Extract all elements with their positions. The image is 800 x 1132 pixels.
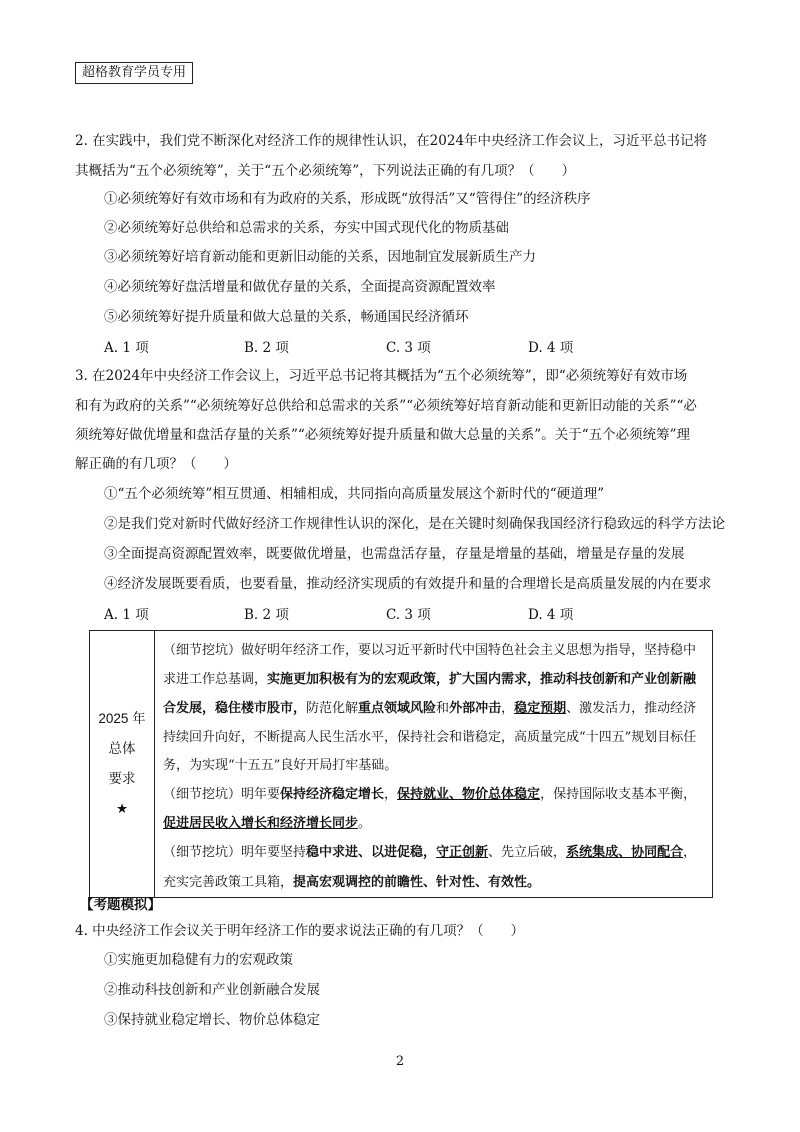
q2-option-a: A. 1 项	[104, 340, 149, 356]
q3-item-1: ①“五个必须统筹”相互贯通、相辅相成，共同指向高质量发展这个新时代的“硬道理”	[104, 486, 605, 502]
q2-option-d: D. 4 项	[528, 340, 574, 356]
para-2: （细节挖坑）明年要保持经济稳定增长，保持就业、物价总体稳定，保持国际收支基本平衡，促进居民收入增长和经济增长同步。	[163, 786, 697, 832]
q4-item-2: ②推动科技创新和产业创新融合发展	[104, 982, 320, 998]
q2-item-1: ①必须统筹好有效市场和有为政府的关系，形成既“放得活”又“管得住”的经济秩序	[104, 191, 591, 207]
q2-item-2: ②必须统筹好总供给和总需求的关系，夯实中国式现代化的物质基础	[104, 220, 509, 236]
q3-item-3: ③全面提高资源配置效率，既要做优增量，也需盘活存量，存量是增量的基础，增量是存量的发展	[104, 546, 685, 562]
q3-stem-line1: 3. 在2024年中央经济工作会议上，习近平总书记将其概括为“五个必须统筹”，即“必须统筹好有效市场	[75, 368, 688, 384]
q3-stem-line2: 和有为政府的关系”“必须统筹好总供给和总需求的关系”“必须统筹好培育新动能和更新旧动能的关系”“必	[75, 398, 697, 414]
q2-item-5: ⑤必须统筹好提升质量和做大总量的关系，畅通国民经济循环	[104, 309, 469, 325]
label-requirements: 要求	[108, 770, 136, 786]
summary-box	[89, 630, 713, 898]
summary-content	[155, 631, 713, 898]
section-title: 【考题模拟】	[80, 897, 161, 912]
q3-stem-line3: 须统筹好做优增量和盘活存量的关系”“必须统筹好提升质量和做大总量的关系”。关于“五个必须统筹”理	[75, 427, 691, 443]
q2-stem-line2: 其概括为“五个必须统筹”，关于“五个必须统筹”，下列说法正确的有几项？（ ）	[75, 163, 576, 179]
q3-item-2: ②是我们党对新时代做好经济工作规律性认识的深化，是在关键时刻确保我国经济行稳致远的科学方法论	[104, 516, 725, 532]
q3-option-a: A. 1 项	[104, 607, 149, 623]
q2-option-b: B. 2 项	[244, 340, 289, 356]
label-overall: 总体	[108, 740, 136, 756]
q2-item-4: ④必须统筹好盘活增量和做优存量的关系，全面提高资源配置效率	[104, 279, 496, 295]
q4-item-1: ①实施更加稳健有力的宏观政策	[104, 952, 293, 968]
q3-item-4: ④经济发展既要看质，也要看量，推动经济实现质的有效提升和量的合理增长是高质量发展的内在要求	[104, 576, 712, 592]
q4-stem: 4. 中央经济工作会议关于明年经济工作的要求说法正确的有几项？（ ）	[75, 923, 525, 939]
para-1: （细节挖坑）做好明年经济工作，要以习近平新时代中国特色社会主义思想为指导，坚持稳中求进工作总基调，实施更加积极有为的宏观政策，扩大国内需求，推动科技创新和产业创新融合发展，稳住楼市股市，防范化解重点领域风险和外部冲击，稳定预期、激发活力，推动经济持续回升向好，不断提高人民生活水平，保持社会和谐稳定，高质量完成“十四五”规划目标任务，为实现“十五五”良好开局打牢基础。	[163, 643, 697, 773]
summary-label	[90, 631, 155, 898]
q3-option-d: D. 4 项	[528, 607, 574, 623]
q4-item-3: ③保持就业稳定增长、物价总体稳定	[104, 1012, 320, 1028]
label-year: 2025 年	[98, 710, 146, 726]
page-number: 2	[395, 1054, 405, 1069]
q2-option-c: C. 3 项	[386, 340, 431, 356]
q3-option-b: B. 2 项	[244, 607, 289, 623]
star-icon: ★	[115, 800, 129, 816]
header-tag: 超格教育学员专用	[75, 62, 193, 84]
q3-stem-line4: 解正确的有几项？（ ）	[75, 456, 237, 472]
para-3: （细节挖坑）明年要坚持稳中求进、以进促稳，守正创新、先立后破，系统集成、协同配合，充实完善政策工具箱，提高宏观调控的前瞻性、针对性、有效性。	[163, 844, 697, 890]
q3-option-c: C. 3 项	[386, 607, 431, 623]
q2-item-3: ③必须统筹好培育新动能和更新旧动能的关系，因地制宜发展新质生产力	[104, 249, 536, 265]
q2-stem-line1: 2. 在实践中，我们党不断深化对经济工作的规律性认识，在2024年中央经济工作会议上，习近平总书记将	[75, 133, 708, 149]
